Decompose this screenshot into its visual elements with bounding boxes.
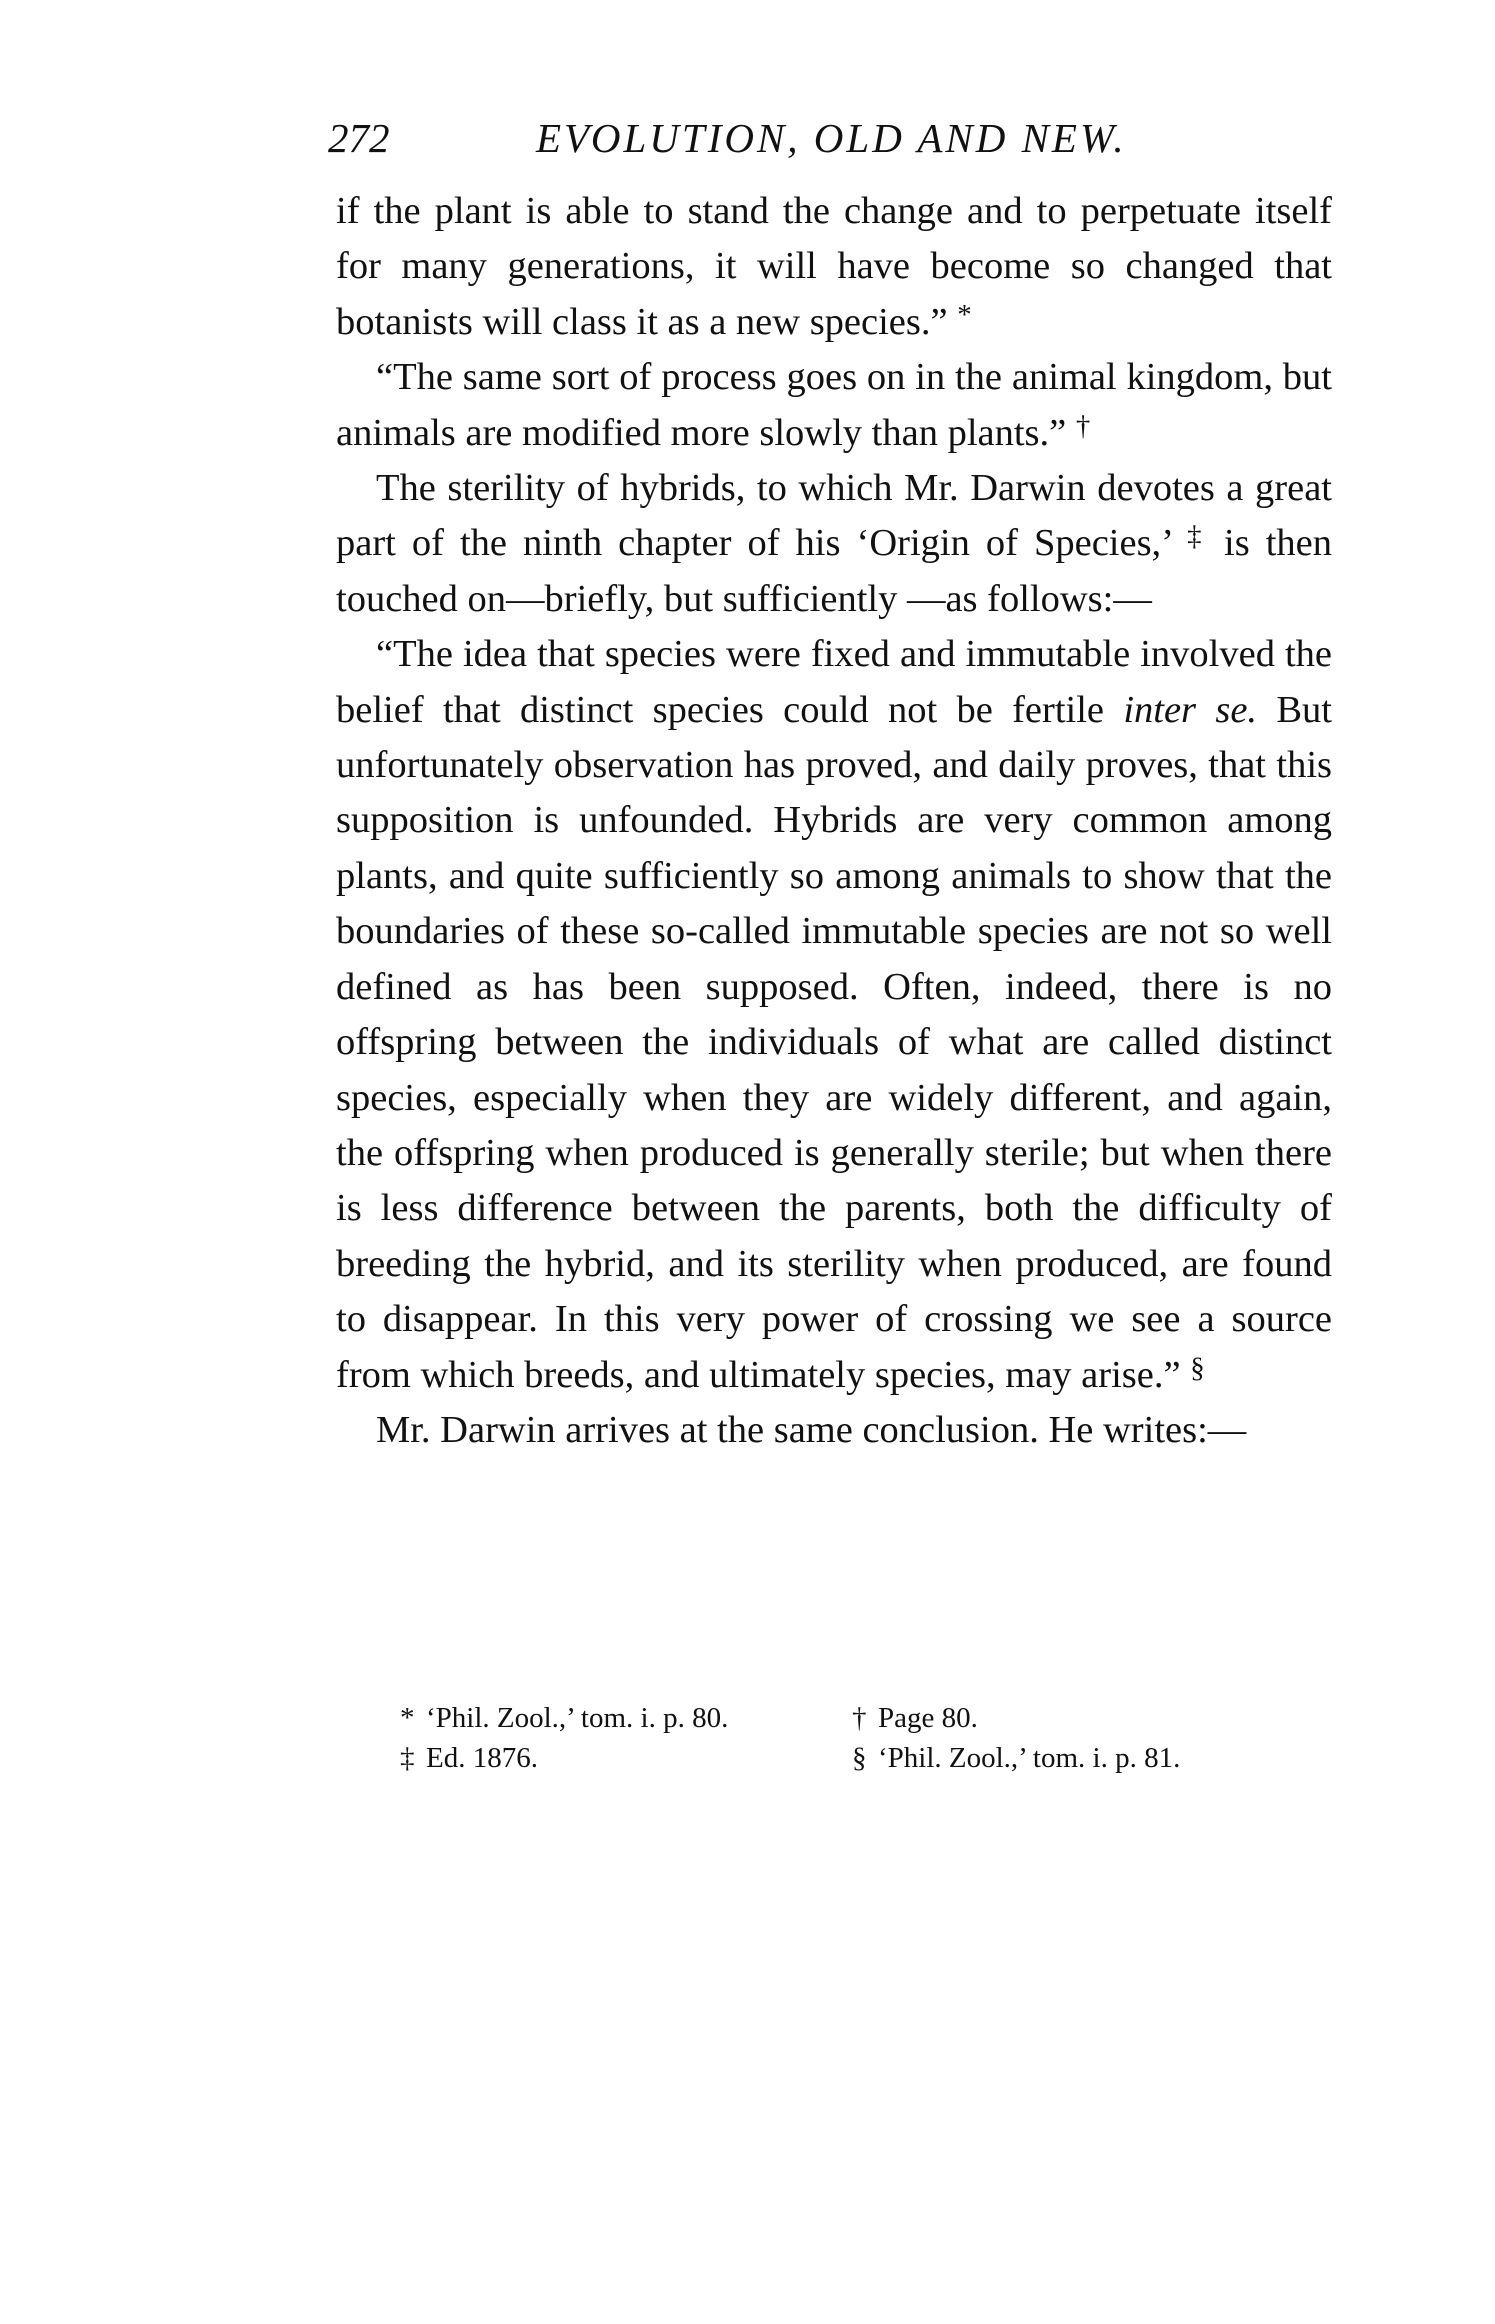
paragraph-sterility xyxy=(336,461,1332,627)
footnote-mark: * xyxy=(400,1702,415,1734)
footnote-mark: † xyxy=(852,1702,867,1734)
paragraph-text: if the plant is able to stand the change and to perpetuate itself for many generations, it will have become so changed that botanists will class it as a new species.” xyxy=(336,190,1332,343)
paragraph-continuation xyxy=(336,184,1332,350)
running-head xyxy=(328,108,1338,168)
footnote-reference: * xyxy=(957,298,972,331)
footnote-text: Ed. 1876. xyxy=(426,1742,538,1774)
paragraph-animal-kingdom xyxy=(336,350,1332,461)
footnote-reference: § xyxy=(1190,1351,1205,1384)
footnote-mark: § xyxy=(852,1742,867,1774)
footnote-reference: † xyxy=(1075,409,1091,442)
footnote-mark: ‡ xyxy=(400,1742,415,1774)
footnote xyxy=(852,1698,978,1738)
paragraph-text: is then touched on—briefly, but sufficiently —as follows:— xyxy=(336,522,1333,620)
footnote xyxy=(400,1698,852,1738)
page-number: 272 xyxy=(328,115,390,161)
footnotes xyxy=(400,1698,1300,1778)
italic-phrase: inter se. xyxy=(1123,688,1258,731)
footnote-row xyxy=(400,1738,1300,1778)
footnote xyxy=(852,1738,1180,1778)
paragraph-text: “The idea that species were fixed and immutable involved the belief that distinct species could not be fertile xyxy=(336,633,1332,731)
footnote-row xyxy=(400,1698,1300,1738)
footnote-text: Page 80. xyxy=(878,1702,978,1734)
paragraph-text: But unfortunately observation has proved, and daily proves, that this supposition is unfounded. Hybrids are very common among plants, and quite sufficiently so among animals to show that the boundaries of these so-called immutable species are not so well defined as has been supposed. Often, indeed, there is no offspring between the individuals of what are called distinct species, especially when they are widely different, and again, the offspring when produced is generally sterile; but when there is less difference between the parents, both the difficulty of breeding the hybrid, and its sterility when produced, are found to disappear. In this very power of crossing we see a source from which breeds, and ultimately species, may arise.” xyxy=(336,688,1332,1396)
paragraph-darwin-conclusion xyxy=(336,1403,1332,1458)
body-text xyxy=(336,184,1332,1458)
footnote-text: ‘Phil. Zool.,’ tom. i. p. 80. xyxy=(426,1702,729,1734)
paragraph-hybrids-quote xyxy=(336,627,1332,1403)
paragraph-text: Mr. Darwin arrives at the same conclusion. He writes:— xyxy=(376,1408,1247,1451)
footnote xyxy=(400,1738,852,1778)
footnote-reference: ‡ xyxy=(1187,520,1208,553)
footnote-text: ‘Phil. Zool.,’ tom. i. p. 81. xyxy=(878,1742,1181,1774)
paragraph-text: “The same sort of process goes on in the animal kingdom, but animals are modified more slowly than plants.” xyxy=(336,356,1332,454)
paragraph-text: The sterility of hybrids, to which Mr. Darwin devotes a great part of the ninth chapter of his ‘Origin of Species,’ xyxy=(336,467,1332,565)
running-title: EVOLUTION, OLD AND NEW. xyxy=(536,115,1127,161)
